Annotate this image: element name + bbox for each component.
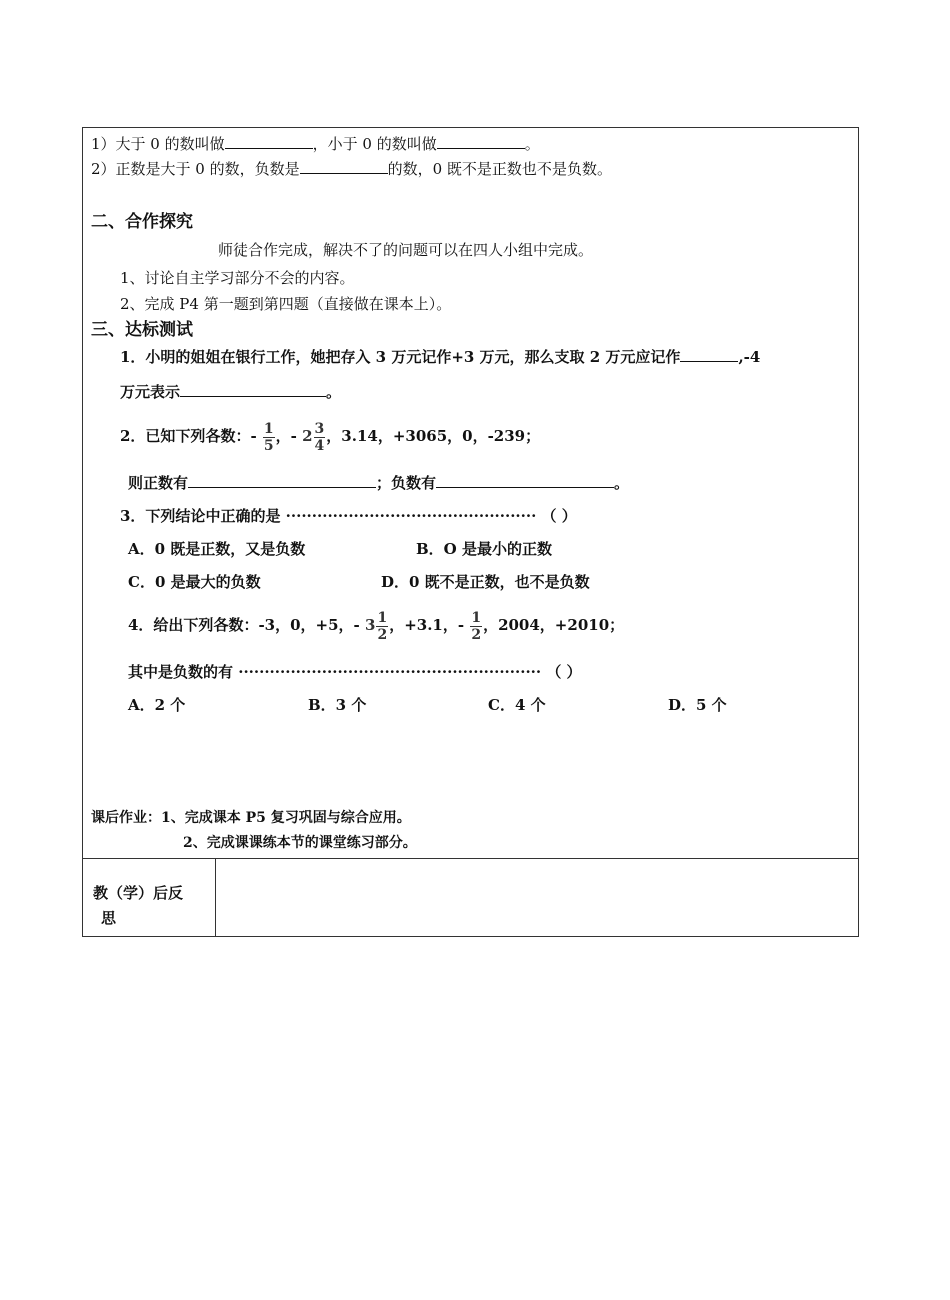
test-question-3-option-a[interactable]: A．0 既是正数，又是负数 [128, 540, 306, 558]
review-question-2: 2）正数是大于 0 的数，负数是 的数，0 既不是正数也不是负数。 [91, 160, 612, 178]
worksheet-main-cell [83, 128, 858, 859]
answer-blank[interactable] [437, 134, 525, 149]
reflection-label-cell [83, 859, 216, 936]
test-question-1-line-2: 万元表示 。 [120, 383, 342, 401]
answer-blank[interactable] [188, 473, 376, 488]
test-question-4-option-b[interactable]: B．3 个 [308, 696, 367, 714]
reflection-label-line-2: 思 [101, 909, 117, 927]
section-2-item-1: 1、讨论自主学习部分不会的内容。 [120, 269, 355, 287]
section-2-heading: 二、合作探究 [91, 212, 193, 232]
test-question-4-stem: 其中是负数的有 ·························································· （ ） [128, 663, 582, 681]
answer-blank[interactable] [680, 347, 738, 362]
section-3-heading: 三、达标测试 [91, 320, 193, 340]
fraction: $\frac{1}{2}$ [377, 609, 388, 643]
homework-line-2: 2、完成课课练本节的课堂练习部分。 [183, 835, 417, 851]
review-question-1: 1）大于 0 的数叫做 ，小于 0 的数叫做 。 [91, 135, 540, 153]
fraction: $\frac{1}{2}$ [471, 609, 482, 643]
test-question-4: 4．给出下列各数：-3，0，+5，- 3 $\frac{1}{2}$ ，+3.1，- $\frac{1}{2}$ ，2004，+2010； [128, 609, 625, 643]
test-question-3-option-d[interactable]: D．0 既不是正数，也不是负数 [381, 573, 590, 591]
test-question-4-option-a[interactable]: A．2 个 [128, 696, 186, 714]
test-question-3-stem: 3．下列结论中正确的是 ················································ （ ） [120, 507, 577, 525]
fraction: $\frac{1}{5}$ [263, 420, 274, 454]
test-question-3-option-c[interactable]: C．0 是最大的负数 [128, 573, 261, 591]
answer-blank[interactable] [225, 134, 313, 149]
homework-line-1: 课后作业：1、完成课本 P5 复习巩固与综合应用。 [91, 810, 411, 826]
test-question-2-answers: 则正数有 ；负数有 。 [128, 474, 630, 492]
section-2-intro: 师徒合作完成，解决不了的问题可以在四人小组中完成。 [218, 241, 594, 259]
reflection-input-cell[interactable] [216, 859, 858, 936]
fraction: $\frac{3}{4}$ [314, 420, 325, 454]
test-question-2: 2．已知下列各数：- $\frac{1}{5}$ ，- 2 $\frac{3}{4}$ ，3.14，+3065，0，-239； [120, 420, 541, 454]
worksheet-table [82, 127, 859, 937]
section-2-item-2: 2、完成 P4 第一题到第四题（直接做在课本上）。 [120, 295, 452, 313]
answer-blank[interactable] [300, 159, 388, 174]
test-question-1-line-1: 1．小明的姐姐在银行工作，她把存入 3 万元记作+3 万元，那么支取 2 万元应记作 ,-4 [120, 348, 761, 366]
test-question-4-option-d[interactable]: D．5 个 [668, 696, 727, 714]
test-question-4-option-c[interactable]: C．4 个 [488, 696, 546, 714]
answer-blank[interactable] [180, 382, 326, 397]
answer-blank[interactable] [436, 473, 614, 488]
test-question-3-option-b[interactable]: B．O 是最小的正数 [416, 540, 552, 558]
reflection-label-line-1: 教（学）后反 [93, 884, 184, 902]
